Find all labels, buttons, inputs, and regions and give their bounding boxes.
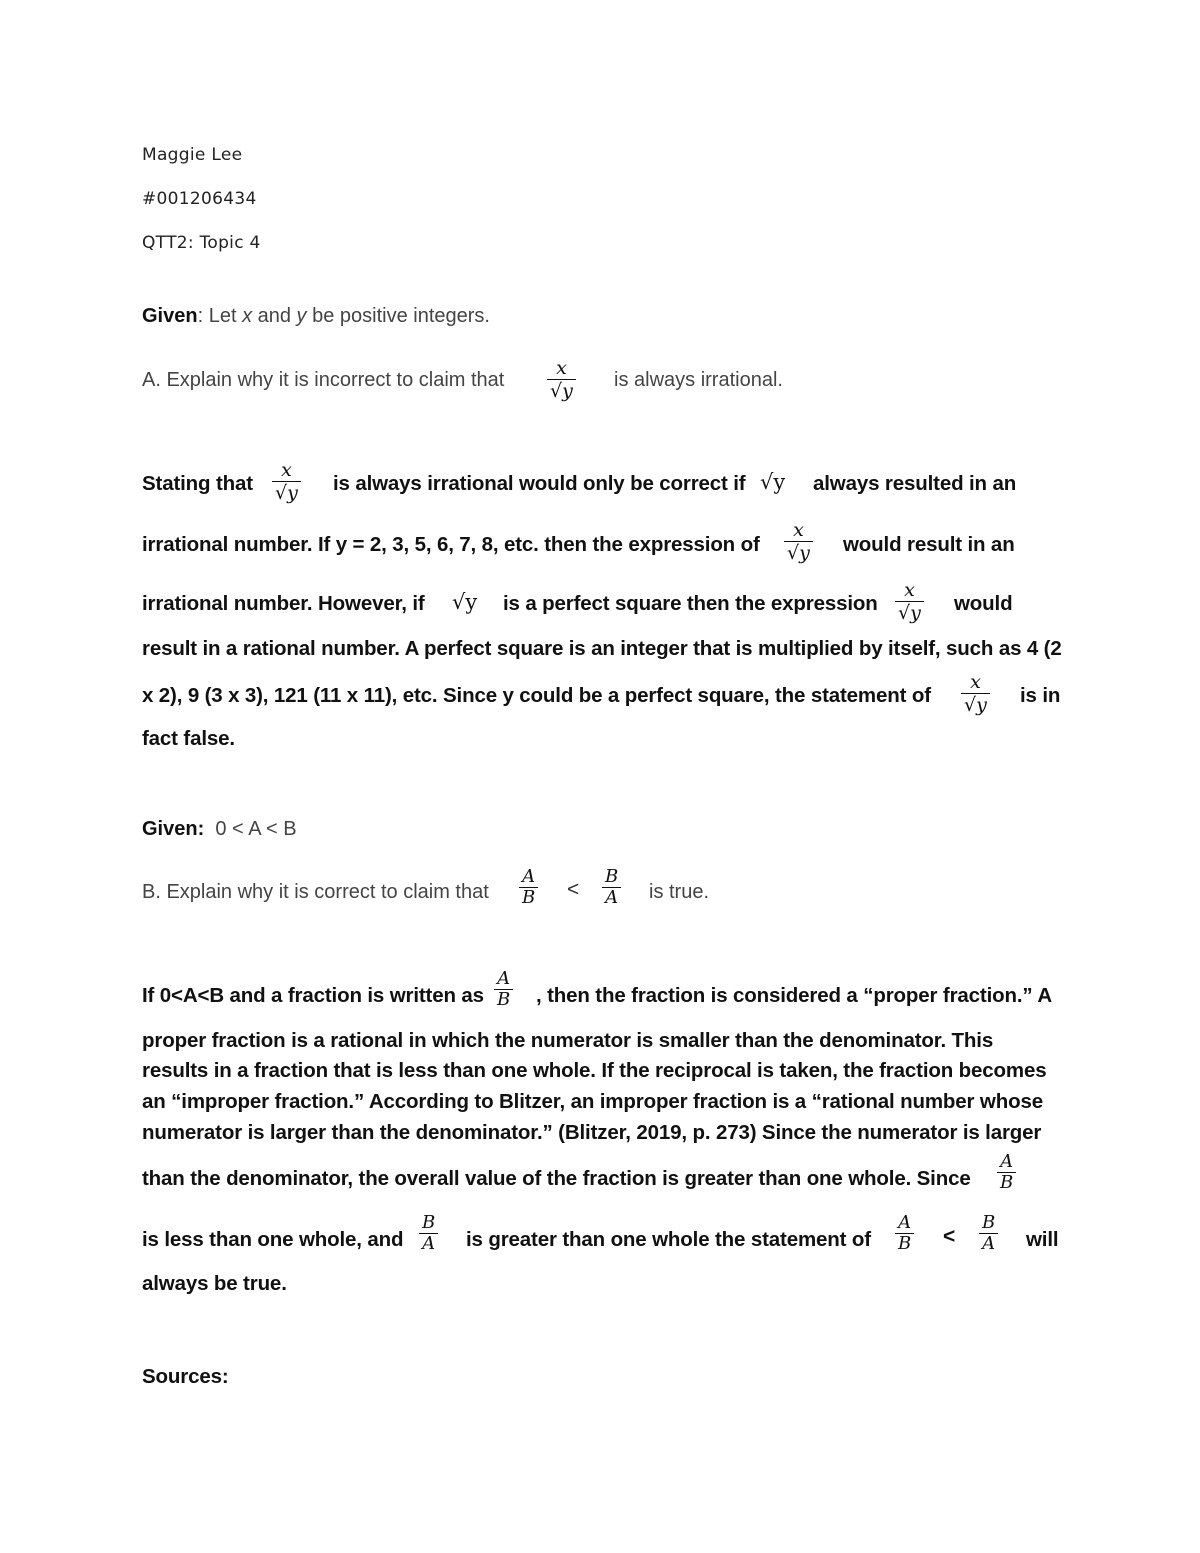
fraction-a-over-b <box>519 867 538 908</box>
answer-a-text: x 2), 9 (3 x 3), 121 (11 x 11), etc. Since y could be a perfect square, the statement of <box>142 684 931 707</box>
denominator: A <box>982 1233 996 1254</box>
answer-a-text: irrational number. However, if <box>142 592 425 615</box>
numerator: A <box>1000 1151 1014 1172</box>
answer-a-text: is always irrational would only be correct if <box>333 472 746 495</box>
denominator: √y <box>964 694 987 716</box>
sqrt-y: √y <box>452 590 478 614</box>
numerator: B <box>422 1212 436 1233</box>
answer-a-text: result in a rational number. A perfect square is an integer that is multiplied by itself, such as 4 (2 <box>142 637 1062 660</box>
fraction-b-over-a <box>419 1213 438 1254</box>
numerator: x <box>970 671 981 693</box>
answer-a-text: would result in an <box>843 533 1015 556</box>
answer-b-text: an “improper fraction.” According to Blitzer, an improper fraction is a “rational number whose <box>142 1090 1043 1113</box>
question-a-text-end: is always irrational. <box>614 369 783 391</box>
denominator: B <box>522 887 536 908</box>
given-text: : Let <box>197 305 243 327</box>
answer-b-text: proper fraction is a rational in which the numerator is smaller than the denominator. This <box>142 1029 994 1052</box>
author-name: Maggie Lee <box>142 145 243 165</box>
answer-b-text: is less than one whole, and <box>142 1228 404 1251</box>
answer-a-text: irrational number. If y = 2, 3, 5, 6, 7, 8, etc. then the expression of <box>142 533 760 556</box>
answer-b-text: numerator is larger than the denominator.” (Blitzer, 2019, p. 273) Since the numerator is larger <box>142 1121 1042 1144</box>
denominator: √y <box>275 482 298 504</box>
question-a-text: A. Explain why it is incorrect to claim that <box>142 369 505 391</box>
var-y: y <box>296 305 307 327</box>
fraction-x-over-sqrt-y <box>547 357 576 402</box>
given-text: 0 < A < B <box>215 818 297 840</box>
numerator: x <box>281 459 292 481</box>
answer-a-text: is a perfect square then the expression <box>503 592 878 615</box>
fraction-a-over-b <box>895 1213 914 1254</box>
course-topic: QTT2: Topic 4 <box>142 233 261 253</box>
denominator: A <box>422 1233 436 1254</box>
given-label: Given: <box>142 818 205 840</box>
numerator: A <box>497 968 511 989</box>
given-statement-1 <box>142 305 490 328</box>
sources-heading: Sources: <box>142 1365 229 1388</box>
fraction-a-over-b <box>997 1152 1016 1193</box>
denominator: √y <box>898 602 921 624</box>
question-b-text-end: is true. <box>649 881 710 903</box>
denominator: √y <box>787 542 810 564</box>
less-than-sign: < <box>943 1225 956 1248</box>
answer-b-text: If 0<A<B and a fraction is written as <box>142 984 484 1007</box>
answer-a-text: would <box>954 592 1013 615</box>
denominator: B <box>898 1233 912 1254</box>
numerator: x <box>904 579 915 601</box>
numerator: B <box>982 1212 996 1233</box>
given-text: be positive integers. <box>306 305 490 327</box>
answer-b-text: is greater than one whole the statement of <box>466 1228 871 1251</box>
fraction-x-over-sqrt-y <box>272 459 301 504</box>
denominator: √y <box>550 380 573 402</box>
numerator: A <box>898 1212 912 1233</box>
denominator: A <box>605 887 619 908</box>
answer-a-text: Stating that <box>142 472 253 495</box>
denominator: B <box>497 989 511 1010</box>
numerator: x <box>793 519 804 541</box>
fraction-x-over-sqrt-y <box>895 579 924 624</box>
question-b-text: B. Explain why it is correct to claim that <box>142 881 489 903</box>
answer-a-text: always resulted in an <box>813 472 1017 495</box>
fraction-x-over-sqrt-y <box>961 671 990 716</box>
answer-b-text: will <box>1026 1228 1059 1251</box>
fraction-x-over-sqrt-y <box>784 519 813 564</box>
answer-b-text: than the denominator, the overall value of the fraction is greater than one whole. Since <box>142 1167 971 1190</box>
fraction-b-over-a <box>602 867 621 908</box>
var-x: x <box>242 305 253 327</box>
numerator: B <box>605 866 619 887</box>
given-text: and <box>252 305 297 327</box>
fraction-a-over-b <box>494 969 513 1010</box>
fraction-b-over-a <box>979 1213 998 1254</box>
answer-a-text: fact false. <box>142 727 235 750</box>
answer-b-span: , then the fraction is considered a “proper fraction.” <box>536 984 1033 1007</box>
answer-b-span: A <box>1037 984 1052 1007</box>
numerator: x <box>556 357 567 379</box>
denominator: B <box>1000 1172 1014 1193</box>
answer-a-text: is in <box>1020 684 1061 707</box>
given-label: Given <box>142 305 198 327</box>
answer-b-text: results in a fraction that is less than one whole. If the reciprocal is taken, the fraction becomes <box>142 1059 1047 1082</box>
less-than-sign: < <box>567 878 580 901</box>
answer-b-text <box>536 984 1052 1008</box>
given-statement-2 <box>142 818 297 841</box>
answer-b-text: always be true. <box>142 1272 287 1295</box>
numerator: A <box>522 866 536 887</box>
sqrt-y: √y <box>760 470 786 494</box>
student-id: #001206434 <box>142 189 257 209</box>
